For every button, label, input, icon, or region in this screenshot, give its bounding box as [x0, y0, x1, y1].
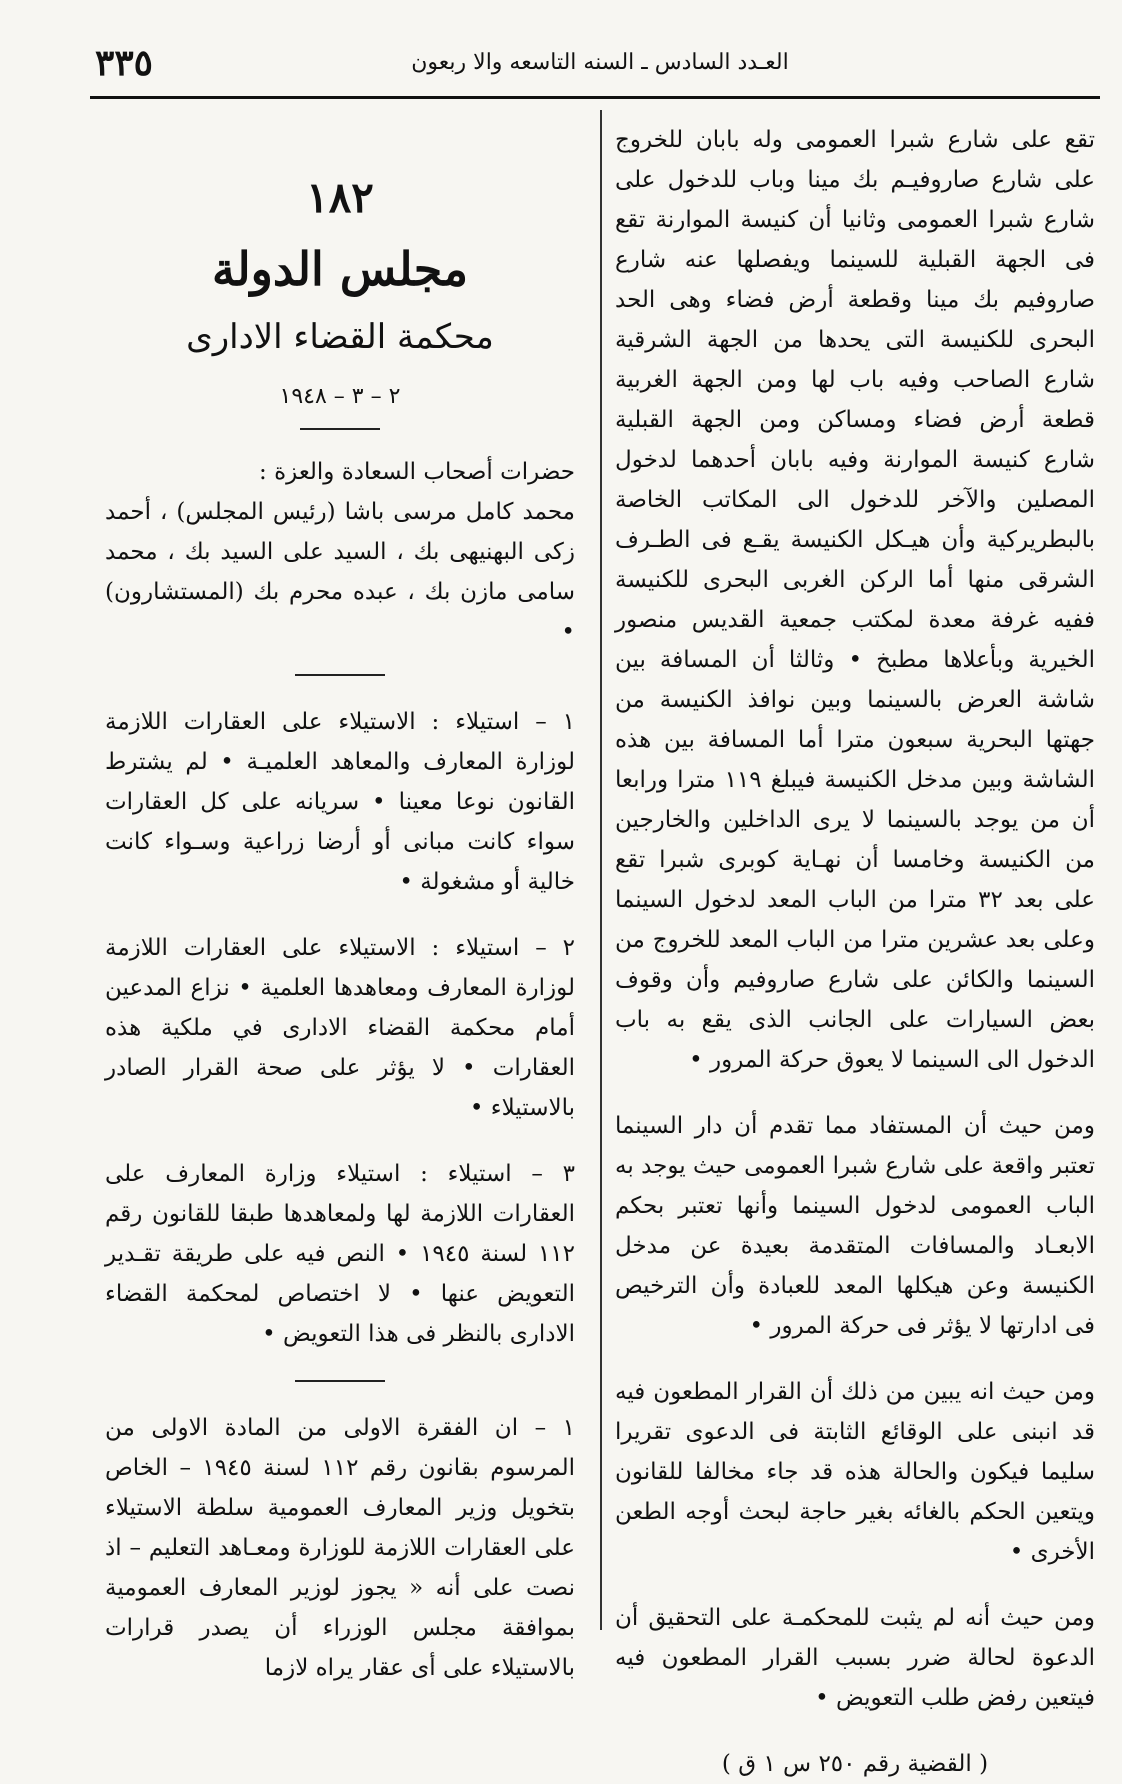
- paragraph: ومن حيث أن المستفاد مما تقدم أن دار السينما تعتبر واقعة على شارع شبرا العمومى حيث يوجد به الباب العمومى لدخول السينما وأنها تعتبر بحكم الابعـاد والمسافات المتقدمة بعيدة عن مدخل الكنيسة وعن هيكلها المعد للعبادة وأن الترخيص فى ادارتها لا يؤثر فى حركة المرور •: [615, 1113, 1095, 1339]
- ruling-date: ٢ – ٣ – ١٩٤٨: [279, 384, 401, 409]
- bench-members: محمد كامل مرسى باشا (رئيس المجلس) ، أحمد زكى البهنيهى بك ، السيد على السيد بك ، محمد سامى مازن بك ، عبده محرم بك (المستشارون) •: [105, 499, 575, 645]
- page-header: [0, 0, 1122, 100]
- column-divider: [600, 110, 602, 1630]
- bench-intro: حضرات أصحاب السعادة والعزة :: [259, 459, 575, 485]
- paragraph: تقع على شارع شبرا العمومى وله بابان للخروج على شارع صاروفيـم بك مينا وباب للدخول على شارع شبرا العمومى وثانيا أن كنيسة الموارنة تقع فى الجهة القبلية للسينما ويفصلها عنه شارع صاروفيم بك مينا وقطعة أرض فضاء وهى الحد البحرى للكنيسة التى يحدها من الجهة الشرقية شارع الصاحب وفيه باب لها ومن الجهة الغربية قطعة أرض فضاء ومساكن ومن الجهة القبلية شارع كنيسة الموارنة وفيه بابان أحدهما لدخول المصلين والآخر للدخول الى المكاتب الخاصة بالبطريركية وأن هيـكل الكنيسة يقـع فى الطـرف الشرقى منها أما الركن الغربى البحرى للكنيسة ففيه غرفة معدة لمكتب جمعية القديس منصور الخيرية وبأعلاها مطبخ • وثالثا أن المسافة بين شاشة العرض بالسينما وبين نوافذ الكنيسة من جهتها البحرية سبعون مترا أما المسافة بين هذه الشاشة وبين مدخل الكنيسة فيبلغ ١١٩ مترا ورابعا أن من يوجد بالسينما لا يرى الداخلين والخارجين من الكنيسة وخامسا أن نهـاية كوبرى شبرا تقع على بعد ٣٢ مترا من الباب المعد لدخول السينما وعلى بعد عشرين مترا من الباب المعد للخروج من السينما والكائن على شارع صاروفيم وأن وقوف بعض السيارات على الجانب الذى يقع به باب الدخول الى السينما لا يعوق حركة المرور •: [615, 127, 1096, 1073]
- divider: [295, 1380, 385, 1382]
- case-number: ١٨٢: [306, 173, 374, 222]
- bench: [105, 452, 575, 652]
- page-number: ٣٣٥: [95, 42, 154, 84]
- running-title: العـدد السادس ـ السنه التاسعه والا ربعون: [411, 50, 789, 75]
- divider: [295, 674, 385, 676]
- chamber-name: محكمة القضاء الادارى: [186, 317, 494, 357]
- case-reference: ( القضية رقم ٢٥٠ س ١ ق ): [721, 1751, 989, 1777]
- divider: [300, 428, 380, 430]
- right-column: [615, 120, 1095, 1784]
- left-column: [105, 170, 575, 1714]
- header-rule: [90, 96, 1100, 99]
- principle-paragraph: ١ – ان الفقرة الاولى من المادة الاولى من المرسوم بقانون رقم ١١٢ لسنة ١٩٤٥ – الخاص بتخويل وزير المعارف العمومية سلطة الاستيلاء على العقارات اللازمة للوزارة ومعـاهد التعليم – اذ نصت على أنه « يجوز لوزير المعارف العمومية بموافقة مجلس الوزراء أن يصدر قرارات بالاستيلاء على أى عقار يراه لازما: [105, 1415, 576, 1681]
- headnote: ١ – استيلاء : الاستيلاء على العقارات اللازمة لوزارة المعارف والمعاهد العلميـة • لم يشترط القانون نوعا معينا • سريانه على كل العقارات سواء كانت مبانى أو أرضا زراعية وسـواء كانت خالية أو مشغولة •: [105, 709, 575, 895]
- headnote: ٢ – استيلاء : الاستيلاء على العقارات اللازمة لوزارة المعارف ومعاهدها العلمية • نزاع المدعين أمام محكمة القضاء الادارى في ملكية هذه العقارات • لا يؤثر على صحة القرار الصادر بالاستيلاء •: [105, 935, 575, 1121]
- paragraph: ومن حيث أنه لم يثبت للمحكمـة على التحقيق أن الدعوة لحالة ضرر بسبب القرار المطعون فيه فيتعين رفض طلب التعويض •: [615, 1605, 1095, 1711]
- court-name: مجلس الدولة: [211, 242, 469, 296]
- headnote: ٣ – استيلاء : استيلاء وزارة المعارف على العقارات اللازمة لها ولمعاهدها طبقا للقانون رقم ١١٢ لسنة ١٩٤٥ • النص فيه على طريقة تقـدير التعويض عنها • لا اختصاص لمحكمة القضاء الادارى بالنظر فى هذا التعويض •: [105, 1161, 575, 1347]
- paragraph: ومن حيث انه يبين من ذلك أن القرار المطعون فيه قد انبنى على الوقائع الثابتة فى الدعوى تقريرا سليما فيكون والحالة هذه قد جاء مخالفا للقانون ويتعين الحكم بالغائه بغير حاجة لبحث أوجه الطعن الأخرى •: [615, 1379, 1095, 1565]
